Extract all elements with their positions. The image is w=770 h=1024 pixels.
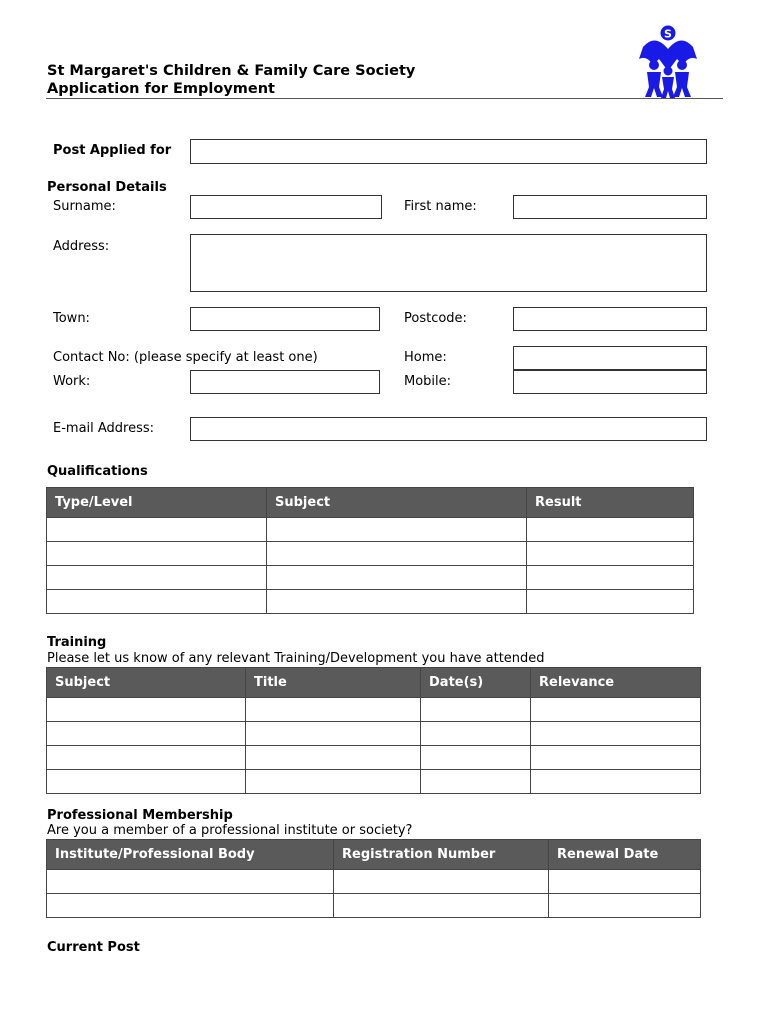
table-cell[interactable] — [47, 566, 267, 590]
training-table — [46, 667, 701, 794]
training-subtitle: Please let us know of any relevant Training/Development you have attended — [47, 651, 545, 666]
first-name-field[interactable] — [513, 195, 707, 219]
first-name-label: First name: — [404, 199, 477, 214]
table-cell[interactable] — [421, 722, 531, 746]
table-row — [47, 870, 701, 894]
table-cell[interactable] — [421, 770, 531, 794]
table-cell[interactable] — [267, 542, 527, 566]
work-label: Work: — [53, 374, 91, 389]
surname-label: Surname: — [53, 199, 116, 214]
qual-col-subject: Subject — [267, 488, 527, 518]
town-label: Town: — [53, 311, 90, 326]
table-cell[interactable] — [531, 746, 701, 770]
table-row — [47, 590, 694, 614]
membership-heading: Professional Membership — [47, 808, 233, 823]
home-phone-field[interactable] — [513, 346, 707, 370]
membership-subtitle: Are you a member of a professional institute or society? — [47, 823, 413, 838]
qual-col-result: Result — [527, 488, 694, 518]
table-cell[interactable] — [47, 894, 334, 918]
training-col-title: Title — [246, 668, 421, 698]
membership-col-registration: Registration Number — [334, 840, 549, 870]
surname-field[interactable] — [190, 195, 382, 219]
postcode-field[interactable] — [513, 307, 707, 331]
document-title: Application for Employment — [47, 81, 275, 97]
table-cell[interactable] — [246, 722, 421, 746]
table-cell[interactable] — [267, 518, 527, 542]
table-row — [47, 894, 701, 918]
table-cell[interactable] — [531, 698, 701, 722]
table-cell[interactable] — [531, 770, 701, 794]
table-cell[interactable] — [527, 542, 694, 566]
email-label: E-mail Address: — [53, 421, 155, 436]
table-cell[interactable] — [267, 566, 527, 590]
table-cell[interactable] — [47, 770, 246, 794]
town-field[interactable] — [190, 307, 380, 331]
personal-details-heading: Personal Details — [47, 180, 167, 195]
qualifications-heading: Qualifications — [47, 464, 148, 479]
mobile-phone-field[interactable] — [513, 370, 707, 394]
membership-col-renewal: Renewal Date — [549, 840, 701, 870]
membership-table — [46, 839, 701, 918]
table-cell[interactable] — [47, 518, 267, 542]
post-applied-label: Post Applied for — [53, 143, 172, 158]
qual-col-type: Type/Level — [47, 488, 267, 518]
table-cell[interactable] — [334, 870, 549, 894]
work-phone-field[interactable] — [190, 370, 380, 394]
training-col-relevance: Relevance — [531, 668, 701, 698]
table-cell[interactable] — [47, 698, 246, 722]
table-cell[interactable] — [246, 770, 421, 794]
table-cell[interactable] — [246, 746, 421, 770]
table-cell[interactable] — [47, 746, 246, 770]
mobile-label: Mobile: — [404, 374, 452, 389]
table-cell[interactable] — [47, 542, 267, 566]
table-cell[interactable] — [531, 722, 701, 746]
society-logo — [637, 25, 699, 99]
table-cell[interactable] — [527, 590, 694, 614]
table-cell[interactable] — [246, 698, 421, 722]
training-col-dates: Date(s) — [421, 668, 531, 698]
table-row — [47, 566, 694, 590]
table-cell[interactable] — [527, 566, 694, 590]
table-row — [47, 722, 701, 746]
table-row — [47, 770, 701, 794]
org-name: St Margaret's Children & Family Care Society — [47, 63, 416, 79]
table-cell[interactable] — [421, 698, 531, 722]
table-row — [47, 746, 701, 770]
table-row — [47, 542, 694, 566]
qualifications-table — [46, 487, 694, 614]
table-row — [47, 518, 694, 542]
training-col-subject: Subject — [47, 668, 246, 698]
post-applied-field[interactable] — [190, 139, 707, 164]
table-cell[interactable] — [47, 722, 246, 746]
table-cell[interactable] — [47, 870, 334, 894]
current-post-heading: Current Post — [47, 940, 140, 955]
table-cell[interactable] — [549, 894, 701, 918]
home-label: Home: — [404, 350, 447, 365]
postcode-label: Postcode: — [404, 311, 467, 326]
table-cell[interactable] — [527, 518, 694, 542]
address-field[interactable] — [190, 234, 707, 292]
training-heading: Training — [47, 635, 107, 650]
membership-col-institute: Institute/Professional Body — [47, 840, 334, 870]
table-cell[interactable] — [47, 590, 267, 614]
table-cell[interactable] — [267, 590, 527, 614]
header-rule — [46, 98, 723, 99]
table-row — [47, 698, 701, 722]
email-field[interactable] — [190, 417, 707, 441]
table-cell[interactable] — [421, 746, 531, 770]
table-cell[interactable] — [334, 894, 549, 918]
table-cell[interactable] — [549, 870, 701, 894]
logo-letter: S — [664, 27, 672, 41]
contact-label: Contact No: (please specify at least one) — [53, 350, 318, 365]
address-label: Address: — [53, 239, 110, 254]
